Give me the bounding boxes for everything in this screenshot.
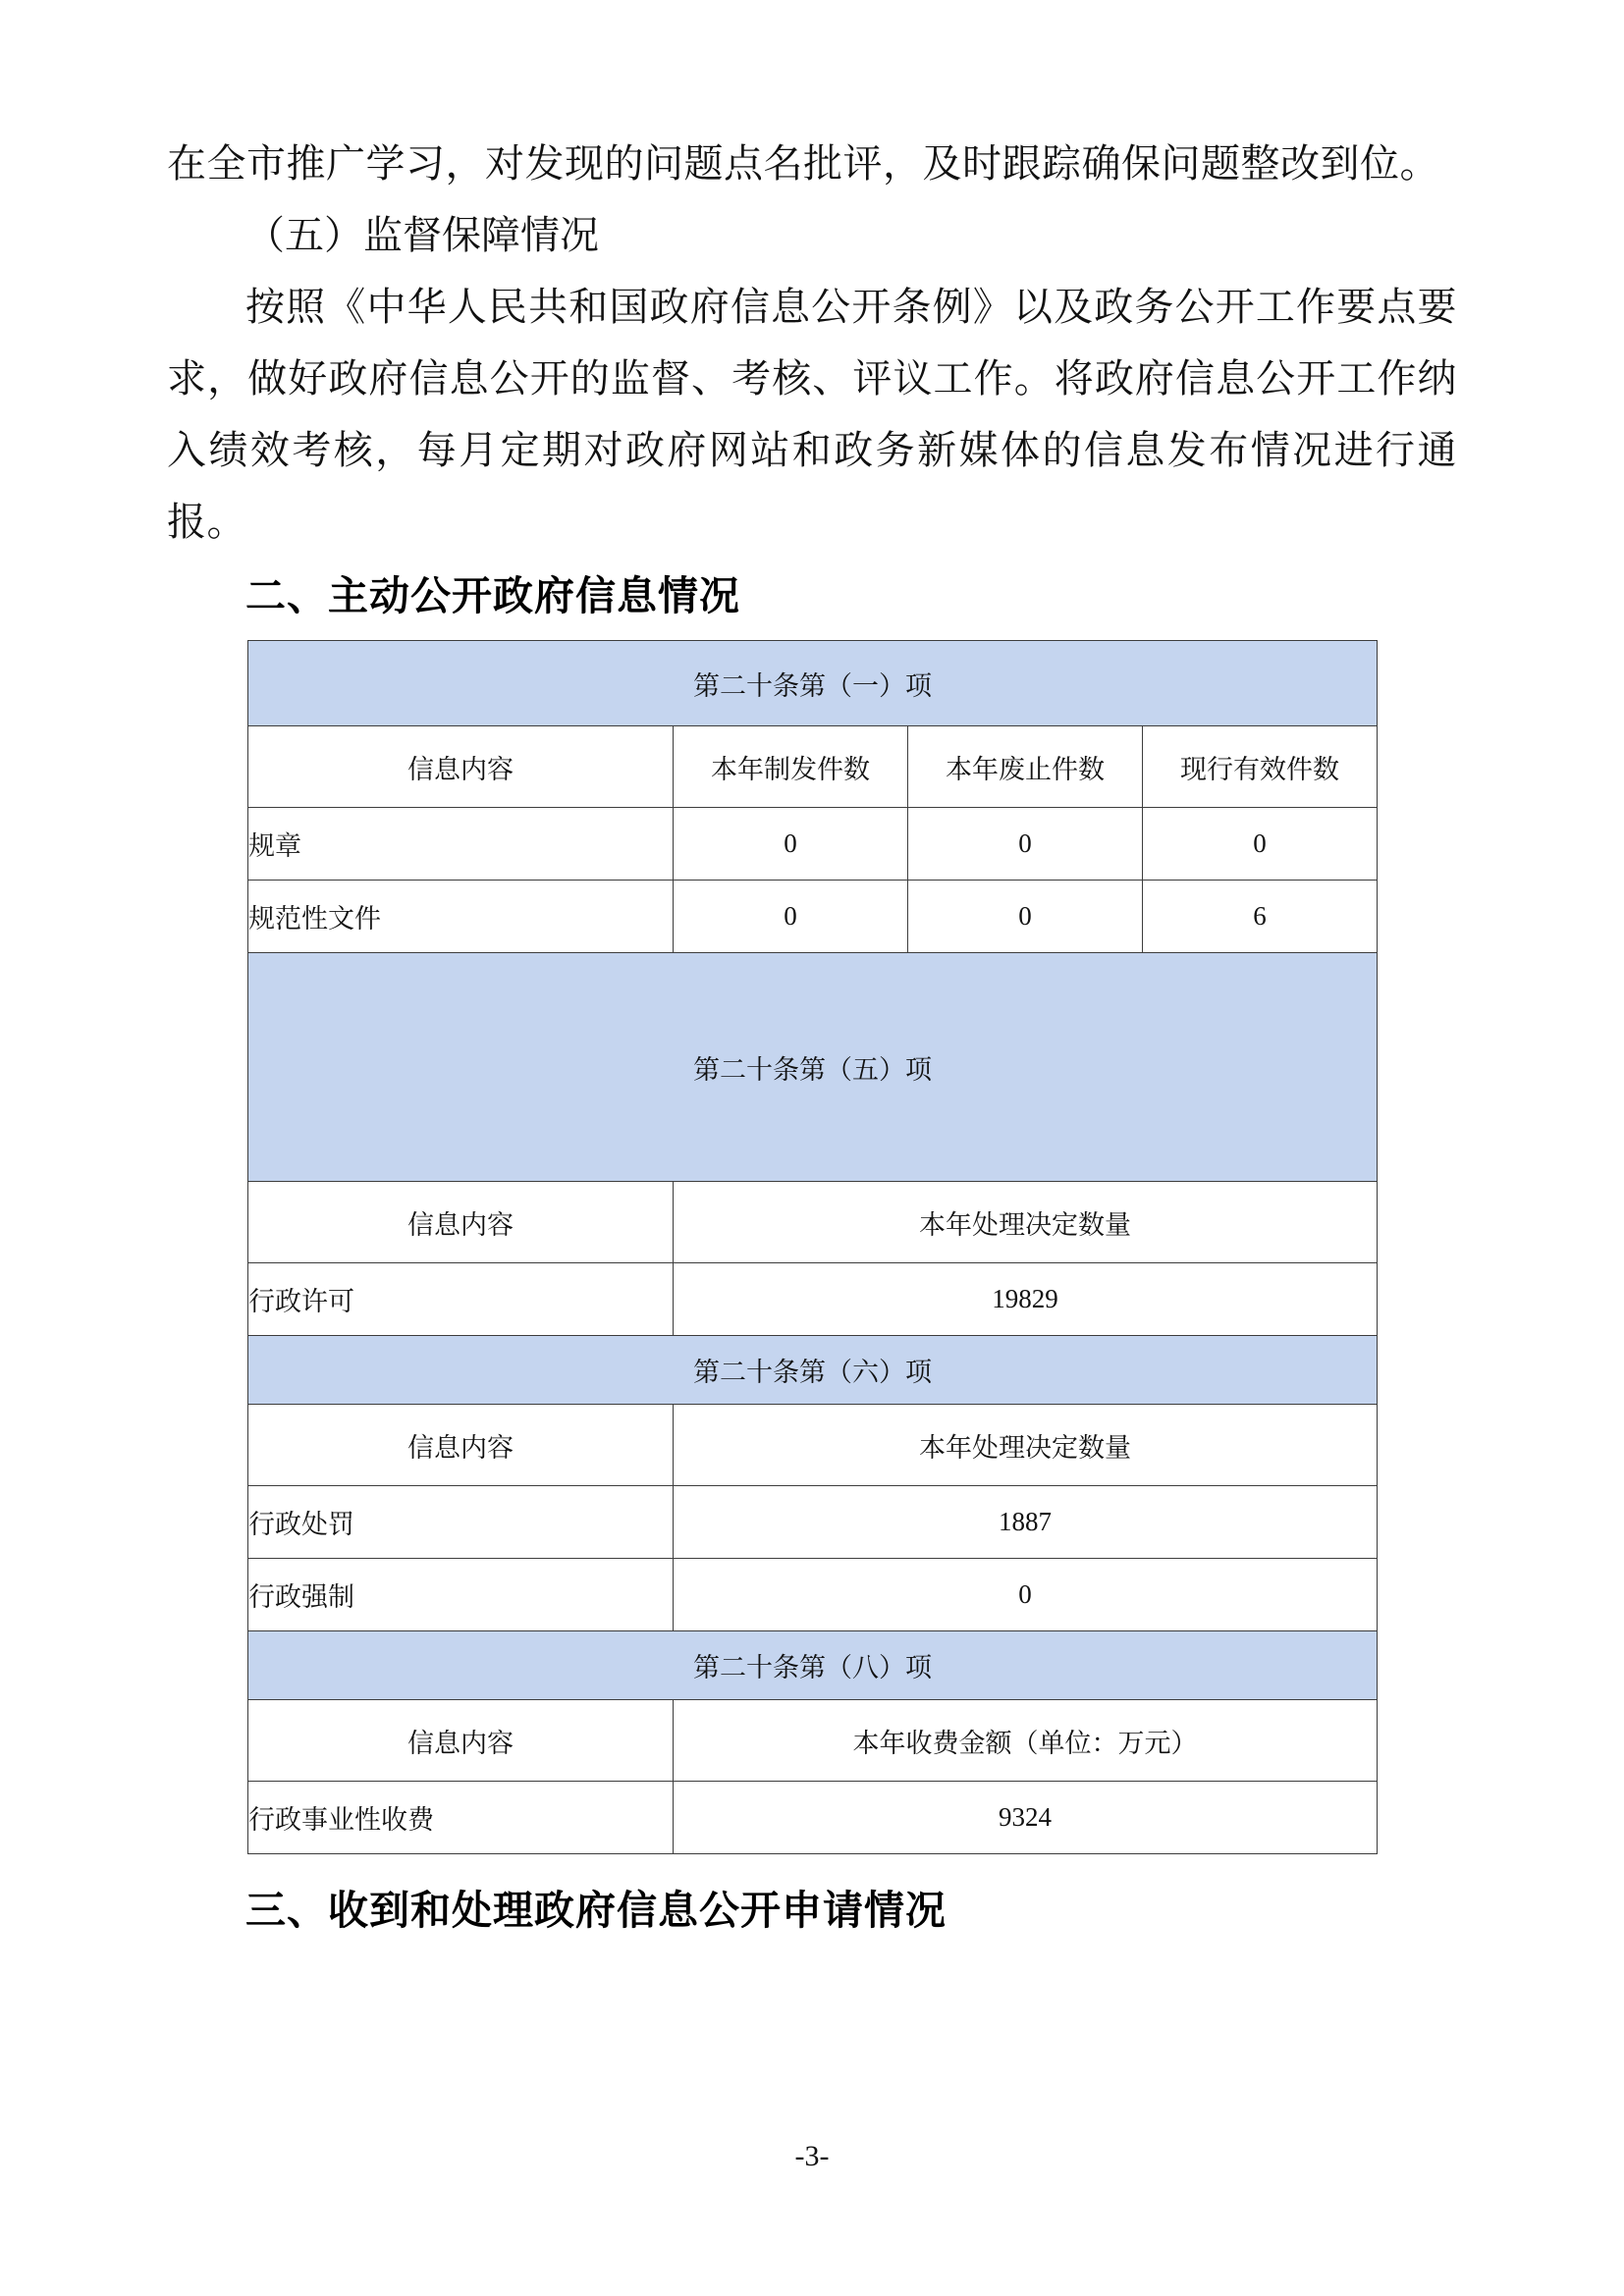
table-column-header-row (248, 1700, 1378, 1782)
section-title-article20-6: 第二十条第（六）项 (248, 1336, 1378, 1405)
row-value-regulations-abolished: 0 (908, 808, 1143, 881)
table-row (248, 881, 1378, 953)
section-title-article20-1: 第二十条第（一）项 (248, 641, 1378, 726)
section-title-article20-8: 第二十条第（八）项 (248, 1631, 1378, 1700)
row-value-administrative-penalty: 1887 (674, 1486, 1378, 1559)
row-label-administrative-license: 行政许可 (248, 1263, 674, 1336)
table-section-header-row (248, 1631, 1378, 1700)
row-value-normative-issued: 0 (674, 881, 908, 953)
table-section-header-row (248, 1336, 1378, 1405)
row-value-administrative-fees: 9324 (674, 1782, 1378, 1854)
row-value-regulations-issued: 0 (674, 808, 908, 881)
section-heading-three: 三、收到和处理政府信息公开申请情况 (245, 1887, 947, 1934)
proactive-disclosure-table (247, 640, 1378, 1854)
row-value-administrative-coercion: 0 (674, 1559, 1378, 1631)
table-section-header-row (248, 641, 1378, 726)
row-value-regulations-effective: 0 (1143, 808, 1378, 881)
row-value-administrative-license: 19829 (674, 1263, 1378, 1336)
subsection-heading-five: （五）监督保障情况 (245, 213, 599, 257)
table-column-header-row (248, 726, 1378, 808)
table-row (248, 1782, 1378, 1854)
column-header-info-content: 信息内容 (248, 1700, 674, 1782)
column-header-decisions-count: 本年处理决定数量 (674, 1182, 1378, 1263)
page-number: -3- (794, 2140, 830, 2172)
row-value-normative-effective: 6 (1143, 881, 1378, 953)
row-label-administrative-coercion: 行政强制 (248, 1559, 674, 1631)
section-heading-two: 二、主动公开政府信息情况 (245, 572, 740, 619)
row-label-administrative-penalty: 行政处罚 (248, 1486, 674, 1559)
column-header-decisions-count: 本年处理决定数量 (674, 1405, 1378, 1486)
column-header-abolished-count: 本年废止件数 (908, 726, 1143, 808)
column-header-effective-count: 现行有效件数 (1143, 726, 1378, 808)
column-header-issued-count: 本年制发件数 (674, 726, 908, 808)
row-label-regulations: 规章 (248, 808, 674, 881)
row-value-normative-abolished: 0 (908, 881, 1143, 953)
table-row (248, 1263, 1378, 1336)
table-row (248, 808, 1378, 881)
column-header-info-content: 信息内容 (248, 1182, 674, 1263)
section-title-article20-5: 第二十条第（五）项 (248, 953, 1378, 1182)
table-section-header-row (248, 953, 1378, 1182)
table-row (248, 1486, 1378, 1559)
table-column-header-row (248, 1182, 1378, 1263)
column-header-info-content: 信息内容 (248, 1405, 674, 1486)
paragraph-continuation: 在全市推广学习，对发现的问题点名批评，及时跟踪确保问题整改到位。 (167, 141, 1439, 186)
table-row (248, 1559, 1378, 1631)
column-header-info-content: 信息内容 (248, 726, 674, 808)
column-header-fee-amount: 本年收费金额（单位：万元） (674, 1700, 1378, 1782)
row-label-administrative-fees: 行政事业性收费 (248, 1782, 674, 1854)
row-label-normative-docs: 规范性文件 (248, 881, 674, 953)
paragraph-supervision: 按照《中华人民共和国政府信息公开条例》以及政务公开工作要点要求，做好政府信息公开的监督、考核、评议工作。将政府信息公开工作纳入绩效考核，每月定期对政府网站和政务新媒体的信息发布情况进行通报。 (167, 285, 1457, 544)
table-column-header-row (248, 1405, 1378, 1486)
